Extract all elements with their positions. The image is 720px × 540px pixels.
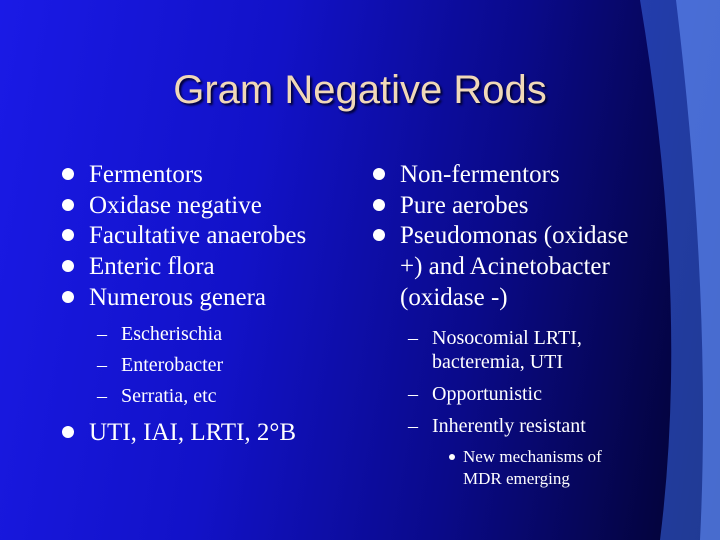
- item-text: Oxidase negative: [89, 191, 262, 219]
- bullet-icon: [62, 199, 74, 211]
- item-text: Fermentors: [89, 161, 203, 188]
- sub-sub-item-line: New mechanisms of: [463, 446, 602, 466]
- slide-title: Gram Negative Rods: [173, 68, 547, 112]
- bullet-icon: [373, 229, 385, 241]
- list-item: [62, 191, 362, 222]
- sub-list-item: [373, 382, 673, 406]
- sub-list-item: [62, 384, 362, 408]
- list-item: [373, 160, 673, 191]
- item-text: Non-fermentors: [400, 161, 560, 188]
- list-item: [62, 418, 362, 449]
- sub-item-text: Serratia, etc: [121, 384, 217, 407]
- bullet-icon: [62, 260, 74, 272]
- bullet-icon: [62, 426, 74, 438]
- list-item: [62, 283, 362, 314]
- list-item: [62, 221, 362, 252]
- sub-sub-list-item: [373, 446, 673, 490]
- sub-item-text: Enterobacter: [121, 353, 224, 376]
- sub-list-item: [62, 322, 362, 346]
- sub-sub-item-line: MDR emerging: [463, 468, 570, 488]
- bullet-icon: [62, 229, 74, 241]
- sub-list-item: [373, 326, 673, 374]
- bullet-icon: [62, 168, 74, 180]
- item-text: Enteric flora: [89, 253, 215, 281]
- list-item: [373, 221, 673, 313]
- item-line: +) and Acinetobacter: [400, 253, 610, 281]
- bullet-icon: [62, 291, 74, 303]
- item-line: (oxidase -): [400, 283, 508, 311]
- sub-item-line: Nosocomial LRTI,: [432, 326, 582, 349]
- bullet-icon: [449, 454, 455, 460]
- item-text: Numerous genera: [89, 283, 267, 311]
- sub-item-line: bacteremia, UTI: [432, 350, 564, 373]
- list-item: [373, 191, 673, 222]
- sub-item-text: Escherischia: [121, 322, 223, 345]
- sub-item-text: Inherently resistant: [432, 414, 586, 437]
- sub-item-text: Opportunistic: [432, 382, 542, 405]
- list-item: [62, 252, 362, 283]
- item-text: UTI, IAI, LRTI, 2°B: [89, 418, 297, 446]
- dash-icon: –: [408, 414, 418, 437]
- sub-list-item: [373, 414, 673, 438]
- item-text: Pure aerobes: [400, 191, 529, 219]
- left-column: [62, 160, 362, 448]
- list-item: [62, 160, 362, 191]
- bullet-icon: [373, 199, 385, 211]
- dash-icon: –: [97, 353, 107, 376]
- dash-icon: –: [408, 326, 418, 349]
- dash-icon: –: [408, 382, 418, 405]
- dash-icon: –: [97, 322, 107, 345]
- sub-list-item: [62, 353, 362, 377]
- bullet-icon: [373, 168, 385, 180]
- item-text: Facultative anaerobes: [89, 222, 307, 250]
- item-line: Pseudomonas (oxidase: [400, 222, 629, 250]
- dash-icon: –: [97, 384, 107, 407]
- right-column: [373, 160, 673, 490]
